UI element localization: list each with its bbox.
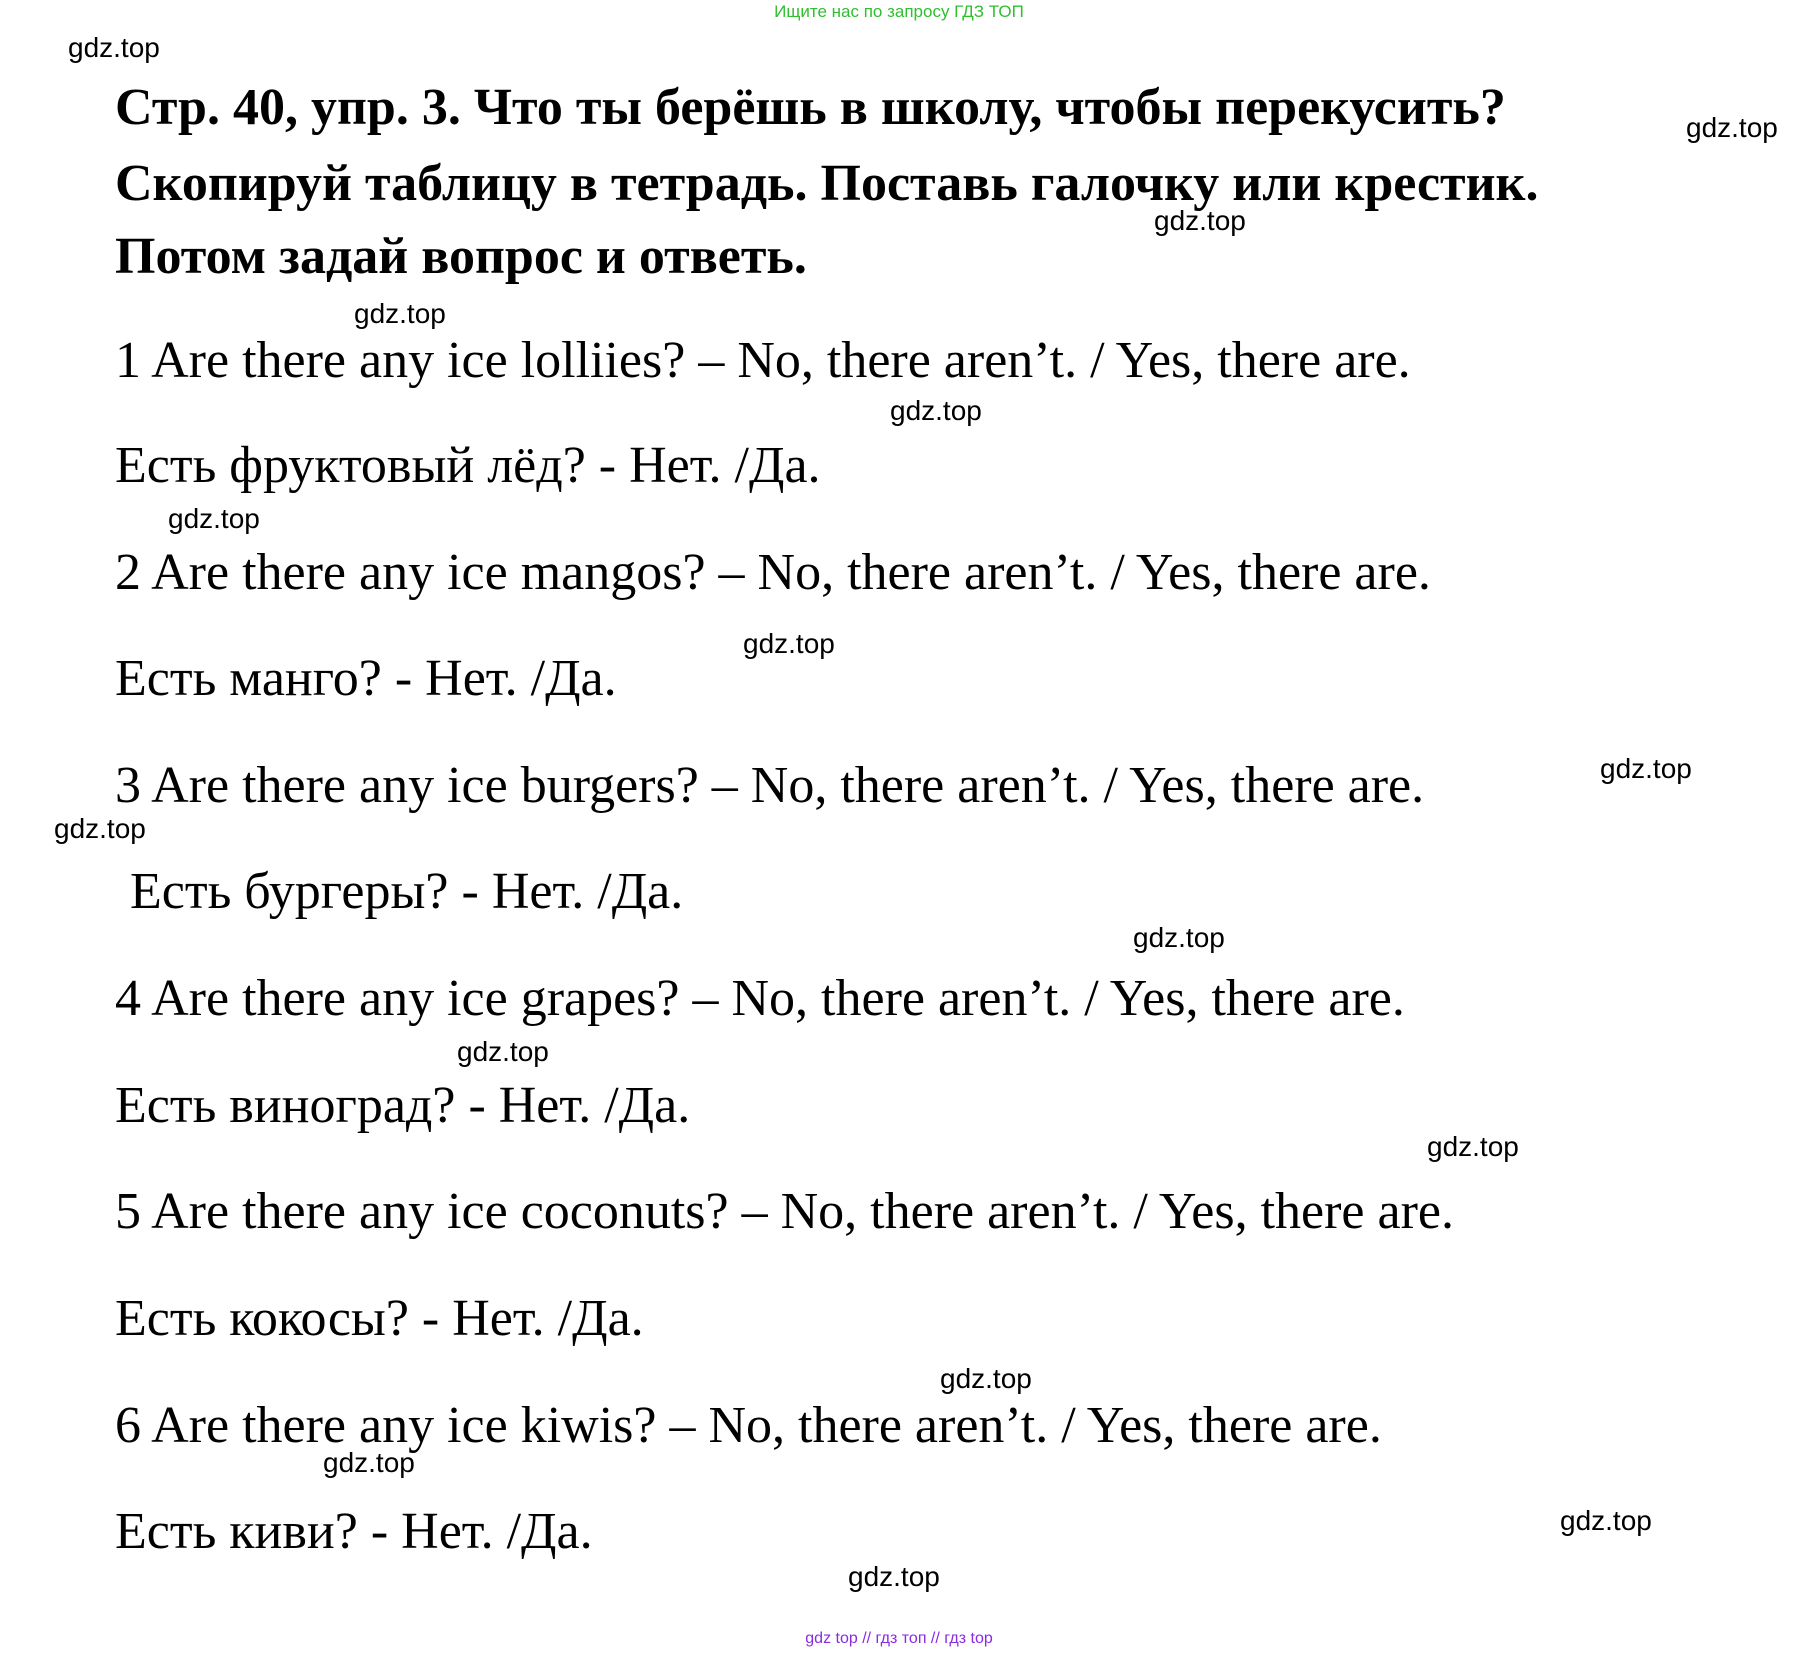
answer-en-6: 6 Are there any ice kiwis? – No, there aren’t. / Yes, there are. — [115, 1397, 1382, 1454]
watermark: gdz.top — [457, 1036, 549, 1067]
watermark: gdz.top — [68, 32, 160, 63]
watermark: gdz.top — [168, 503, 260, 534]
watermark: gdz.top — [1686, 112, 1778, 143]
answer-en-2: 2 Are there any ice mangos? – No, there aren’t. / Yes, there are. — [115, 544, 1431, 601]
watermark: gdz.top — [1600, 753, 1692, 784]
watermark: gdz.top — [1560, 1505, 1652, 1536]
task-title-line-3: Потом задай вопрос и ответь. — [115, 228, 807, 285]
answer-en-1: 1 Are there any ice lolliies? – No, there aren’t. / Yes, there are. — [115, 332, 1411, 389]
answer-en-4: 4 Are there any ice grapes? – No, there aren’t. / Yes, there are. — [115, 970, 1405, 1027]
watermark: gdz.top — [940, 1363, 1032, 1394]
watermark: gdz.top — [323, 1447, 415, 1478]
answer-ru-5: Есть кокосы? - Нет. /Да. — [115, 1290, 644, 1347]
answer-ru-6: Есть киви? - Нет. /Да. — [115, 1503, 593, 1560]
watermark: gdz.top — [354, 298, 446, 329]
watermark: gdz.top — [890, 395, 982, 426]
answer-ru-4: Есть виноград? - Нет. /Да. — [115, 1077, 691, 1134]
top-banner[interactable]: Ищите нас по запросу ГДЗ ТОП — [774, 2, 1024, 21]
answer-en-3: 3 Are there any ice burgers? – No, there aren’t. / Yes, there are. — [115, 757, 1425, 814]
watermark: gdz.top — [1427, 1131, 1519, 1162]
watermark: gdz.top — [743, 628, 835, 659]
watermark: gdz.top — [848, 1561, 940, 1592]
watermark: gdz.top — [1154, 205, 1246, 236]
watermark: gdz.top — [1133, 922, 1225, 953]
answer-en-5: 5 Are there any ice coconuts? – No, there aren’t. / Yes, there are. — [115, 1183, 1454, 1240]
task-title-line-2: Скопируй таблицу в тетрадь. Поставь галочку или крестик. — [115, 155, 1539, 212]
answer-ru-1: Есть фруктовый лёд? - Нет. /Да. — [115, 437, 821, 494]
answer-ru-3: Есть бургеры? - Нет. /Да. — [130, 863, 684, 920]
footer-links[interactable]: gdz top // гдз топ // гдз top — [805, 1630, 993, 1647]
watermark: gdz.top — [54, 813, 146, 844]
task-title-line-1: Стр. 40, упр. 3. Что ты берёшь в школу, чтобы перекусить? — [115, 79, 1506, 136]
answer-ru-2: Есть манго? - Нет. /Да. — [115, 650, 617, 707]
